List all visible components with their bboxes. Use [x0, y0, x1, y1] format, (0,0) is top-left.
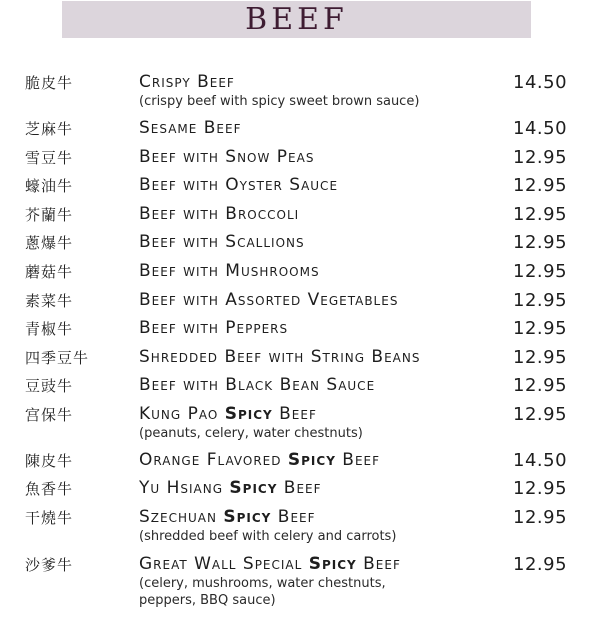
- dish-name-suffix: Beef: [335, 450, 381, 470]
- price: 14.50: [513, 118, 568, 139]
- chinese-name: 脆皮牛: [25, 74, 74, 92]
- price: 12.95: [513, 554, 568, 575]
- price: 12.95: [513, 318, 568, 339]
- chinese-name: 四季豆牛: [25, 349, 90, 367]
- dish-name-text: Beef with Peppers: [139, 318, 289, 338]
- chinese-name: 豆豉牛: [25, 377, 74, 395]
- chinese-name: 青椒牛: [25, 320, 74, 338]
- dish-name: [139, 507, 316, 527]
- dish-name-text: Beef with Assorted Vegetables: [139, 290, 399, 310]
- price: 12.95: [513, 204, 568, 225]
- dish-name: [139, 147, 314, 167]
- page-title: BEEF: [245, 2, 348, 37]
- dish-name: [139, 478, 322, 498]
- dish-name: [139, 232, 305, 252]
- dish-name-suffix: Beef: [271, 507, 316, 527]
- dish-name-text: Sesame Beef: [139, 118, 242, 138]
- dish-name-text: Yu Hsiang: [139, 478, 230, 498]
- chinese-name: 芝麻牛: [25, 120, 74, 138]
- chinese-name: 蘑菇牛: [25, 263, 74, 281]
- dish-name-text: Orange Flavored: [139, 450, 288, 470]
- price: 12.95: [513, 175, 568, 196]
- spicy-label: Spicy: [308, 554, 357, 574]
- chinese-name: 陳皮牛: [25, 452, 74, 470]
- chinese-name: 蔥爆牛: [25, 234, 74, 252]
- dish-name-text: Great Wall Special: [139, 554, 309, 574]
- price: 12.95: [513, 404, 568, 425]
- dish-name-text: Crispy Beef: [139, 72, 235, 92]
- spicy-label: Spicy: [223, 507, 272, 527]
- dish-name-suffix: Beef: [277, 478, 322, 498]
- price: 12.95: [513, 375, 568, 396]
- dish-name: [139, 554, 401, 574]
- dish-name: [139, 404, 317, 424]
- dish-description: (shredded beef with celery and carrots): [139, 529, 397, 544]
- dish-description: (crispy beef with spicy sweet brown sauce): [139, 94, 420, 109]
- chinese-name: 雪豆牛: [25, 149, 74, 167]
- chinese-name: 蠔油牛: [25, 177, 74, 195]
- spicy-label: Spicy: [224, 404, 273, 424]
- dish-name-suffix: Beef: [272, 404, 317, 424]
- chinese-name: 干燒牛: [25, 509, 74, 527]
- dish-name-text: Beef with Broccoli: [139, 204, 300, 224]
- dish-description: (celery, mushrooms, water chestnuts,: [139, 576, 386, 591]
- dish-name: [139, 450, 380, 470]
- price: 12.95: [513, 232, 568, 253]
- price: 12.95: [513, 507, 568, 528]
- price: 12.95: [513, 147, 568, 168]
- dish-name-text: Szechuan: [139, 507, 224, 527]
- dish-name-suffix: Beef: [356, 554, 401, 574]
- spicy-label: Spicy: [229, 478, 278, 498]
- dish-name: [139, 347, 420, 367]
- dish-name: [139, 118, 242, 138]
- chinese-name: 芥蘭牛: [25, 206, 74, 224]
- dish-name: [139, 261, 320, 281]
- price: 12.95: [513, 261, 568, 282]
- price: 12.95: [513, 347, 568, 368]
- dish-name: [139, 204, 299, 224]
- dish-name-text: Beef with Oyster Sauce: [139, 175, 339, 195]
- dish-name: [139, 72, 235, 92]
- dish-name-text: Beef with Mushrooms: [139, 261, 320, 281]
- dish-name-text: Beef with Snow Peas: [139, 147, 315, 167]
- chinese-name: 素菜牛: [25, 292, 74, 310]
- dish-name: [139, 290, 398, 310]
- dish-name: [139, 375, 375, 395]
- price: 14.50: [513, 72, 568, 93]
- dish-name-text: Shredded Beef with String Beans: [139, 347, 421, 367]
- dish-name-text: Kung Pao: [139, 404, 225, 424]
- dish-description: peppers, BBQ sauce): [139, 593, 276, 608]
- price: 14.50: [513, 450, 568, 471]
- chinese-name: 宫保牛: [25, 406, 74, 424]
- chinese-name: 沙爹牛: [25, 556, 74, 574]
- spicy-label: Spicy: [287, 450, 336, 470]
- chinese-name: 魚香牛: [25, 480, 74, 498]
- price: 12.95: [513, 478, 568, 499]
- dish-name: [139, 318, 288, 338]
- dish-description: (peanuts, celery, water chestnuts): [139, 426, 363, 441]
- price: 12.95: [513, 290, 568, 311]
- dish-name: [139, 175, 338, 195]
- dish-name-text: Beef with Black Bean Sauce: [139, 375, 376, 395]
- dish-name-text: Beef with Scallions: [139, 232, 305, 252]
